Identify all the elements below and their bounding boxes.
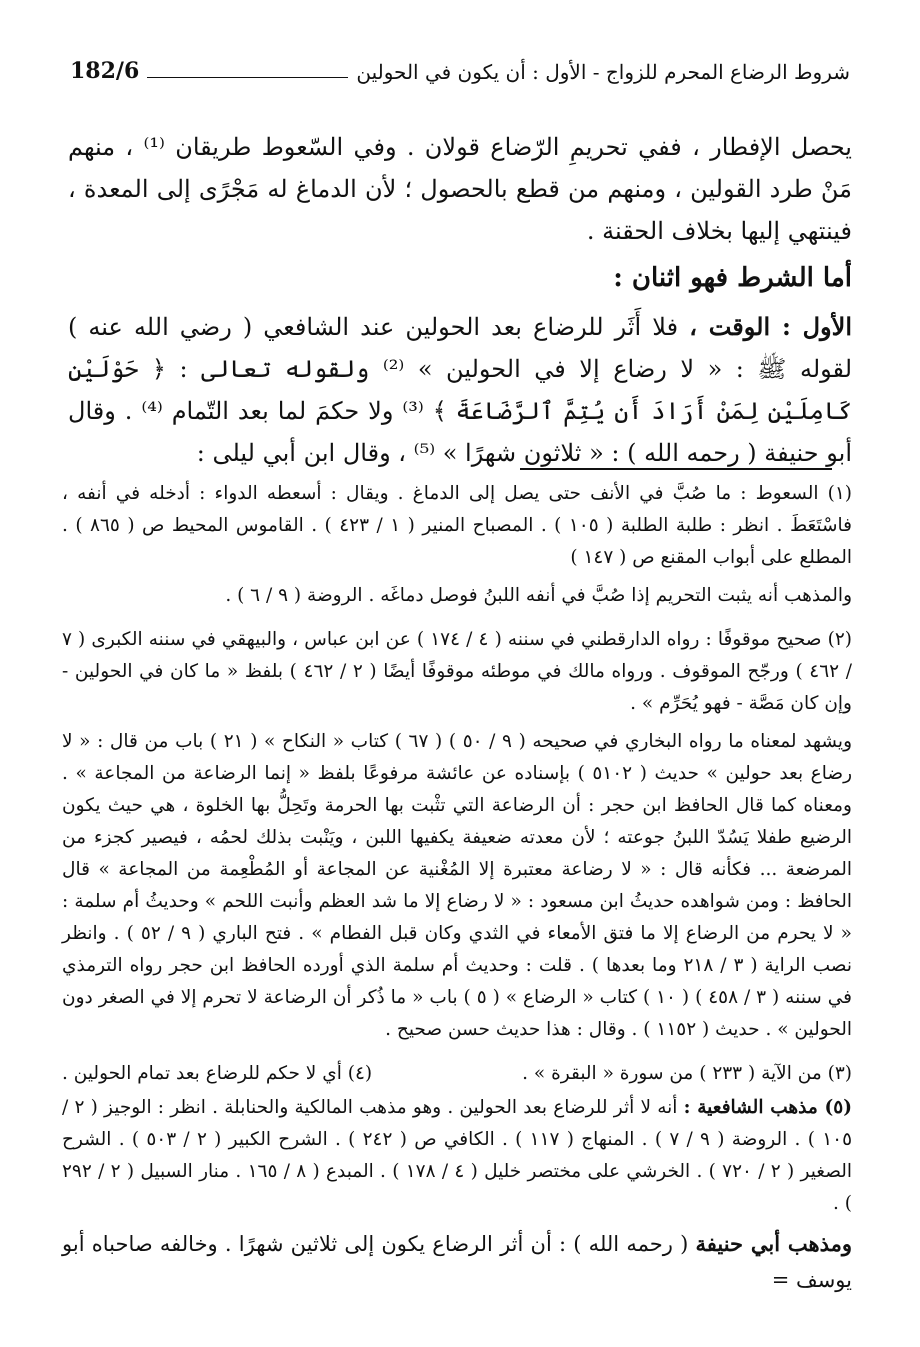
hanafi-text: ( رحمه الله ) : أن أثر الرضاع يكون إلى ثلاثين شهرًا . وخالفه صاحباه أبو يوسف = xyxy=(62,1232,852,1292)
footnotes xyxy=(62,478,852,1319)
footnote-3: (٣) من الآية ( ٢٣٣ ) من سورة « البقرة » . xyxy=(522,1063,852,1084)
main-text xyxy=(68,126,852,474)
footnote-4: (٤) أي لا حكم للرضاع بعد تمام الحولين . xyxy=(62,1063,373,1084)
first-condition-label: الأول : الوقت ، xyxy=(689,312,852,341)
footnote-5-text: أنه لا أثر للرضاع بعد الحولين . وهو مذهب المالكية والحنابلة . انظر : الوجيز ( ٢ / ١٠٥ ) . الروضة ( ٩ / ٧ ) . المنهاج ( ١١٧ ) . الكافي ص ( ٢٤٢ ) . الشرح الكبير ( ٢ / ٥٠٣ ) . الشرح الصغير ( ٢ / ٧٢٠ ) . الخرشي على مختصر خليل ( ٤ / ١٧٨ ) . المبدع ( ٨ / ١٦٥ . منار السبيل ( ٢ / ٢٩٢ ) . xyxy=(62,1097,853,1214)
footnote-5-hanafi xyxy=(62,1226,852,1298)
footnote-1: (١) السعوط : ما صُبَّ في الأنف حتى يصل إلى الدماغ . ويقال : أسعطه الدواء : أدخله في أنفه ، فاسْتَعَطَ . انظر : طلبة الطلبة ( ١٠٥ ) . المصباح المنير ( ١ / ٤٢٣ ) . القاموس المحيط ص ( ٨٦٥ ) . المطلع على أبواب المقنع ص ( ١٤٧ ) xyxy=(62,483,852,568)
paragraph-intro: يحصل الإفطار ، ففي تحريمِ الرّضاع قولان . وفي السّعوط طريقان ⁽¹⁾ ، منهم مَنْ طرد القولين ، ومنهم من قطع بالحصول ؛ لأن الدماغ له مَجْرًى إلى المعدة ، فينتهي إليها بخلاف الحقنة . xyxy=(68,133,852,245)
running-title: شروط الرضاع المحرم للزواج - الأول : أن يكون في الحولين xyxy=(356,60,850,84)
page-number: 182/6 xyxy=(70,58,140,84)
section-heading: أما الشرط فهو اثنان : xyxy=(613,263,852,293)
hanafi-label: ومذهب أبي حنيفة xyxy=(695,1231,852,1256)
footnote-2: (٢) صحيح موقوفًا : رواه الدارقطني في سننه ( ٤ / ١٧٤ ) عن ابن عباس ، والبيهقي في سننه الكبرى ( ٧ / ٤٦٢ ) ورجّح الموقوف . ورواه مالك في موطئه موقوفًا أيضًا ( ٢ / ٤٦٢ ) بلفظ « ما كان في الحولين - وإن كان مَصَّة - فهو يُحَرِّم » . xyxy=(62,629,852,714)
footnote-2-detail: ويشهد لمعناه ما رواه البخاري في صحيحه ( ٩ / ٥٠ ) ( ٦٧ ) كتاب « النكاح » ( ٢١ ) باب من قال : « لا رضاع بعد حولين » حديث ( ٥١٠٢ ) بإسناده عن عائشة مرفوعًا بلفظ « إنما الرضاعة من المجاعة » . ومعناه كما قال الحافظ ابن حجر : أن الرضاعة التي تثْبت بها الحرمة وتَحِلُّ بها الخلوة ، هي حيث يكون الرضيع طفلا يَسُدّ اللبنُ جوعته ؛ لأن معدته ضعيفة يكفيها اللبن ، ويَنْبت بذلك لحمُه ، فيصير كجزء من المرضعة ... فكأنه قال : « لا رضاعة معتبرة إلا المُغْنية عن المجاعة أو المُطْعِمة من المجاعة » قال الحافظ : ومن شواهده حديثُ ابن مسعود : « لا رضاع إلا ما شد العظم وأنبت اللحم » وحديثُ أم سلمة : « لا يحرم من الرضاع إلا ما فتق الأمعاء في الثدي وكان قبل الفطام » . فتح الباري ( ٩ / ٥٢ ) . وانظر نصب الراية ( ٣ / ٢١٨ وما بعدها ) . قلت : وحديث أم سلمة الذي أورده الحافظ ابن حجر رواه الترمذي في سننه ( ٣ / ٤٥٨ ) ( ١٠ ) كتاب « الرضاع » ( ٥ ) باب « ما ذُكر أن الرضاعة لا تحرم إلا في الصغر دون الحولين » . حديث ( ١١٥٢ ) . وقال : هذا حديث حسن صحيح . xyxy=(62,731,852,1040)
footnote-5 xyxy=(62,1092,852,1220)
page-header xyxy=(70,58,850,84)
header-rule xyxy=(147,77,348,78)
footnote-divider xyxy=(520,468,832,470)
paragraph-first-condition xyxy=(68,306,852,474)
first-condition-text: فلا أَثَر للرضاع بعد الحولين عند الشافعي ( رضي الله عنه ) لقوله ﷺ : « لا رضاع إلا في الحولين » ⁽²⁾ ولقوله تعالى : ﴿ حَوْلَيْنِ كَامِلَيْنِ لِمَنْ أَرَادَ أَن يُتِمَّ ٱلرَّضَاعَةَ ﴾ ⁽³⁾ ولا حكمَ لما بعد التّمام ⁽⁴⁾ . وقال أبو حنيفة ( رحمه الله ) : « ثلاثون شهرًا » ⁽⁵⁾ ، وقال ابن أبي ليلى : xyxy=(68,313,853,467)
footnotes-3-4 xyxy=(62,1058,852,1090)
footnote-1-note: والمذهب أنه يثبت التحريم إذا صُبَّ في أنفه اللبنُ فوصل دماغَه . الروضة ( ٩ / ٦ ) . xyxy=(225,585,852,606)
footnote-5-label: (٥) مذهب الشافعية : xyxy=(683,1097,852,1118)
